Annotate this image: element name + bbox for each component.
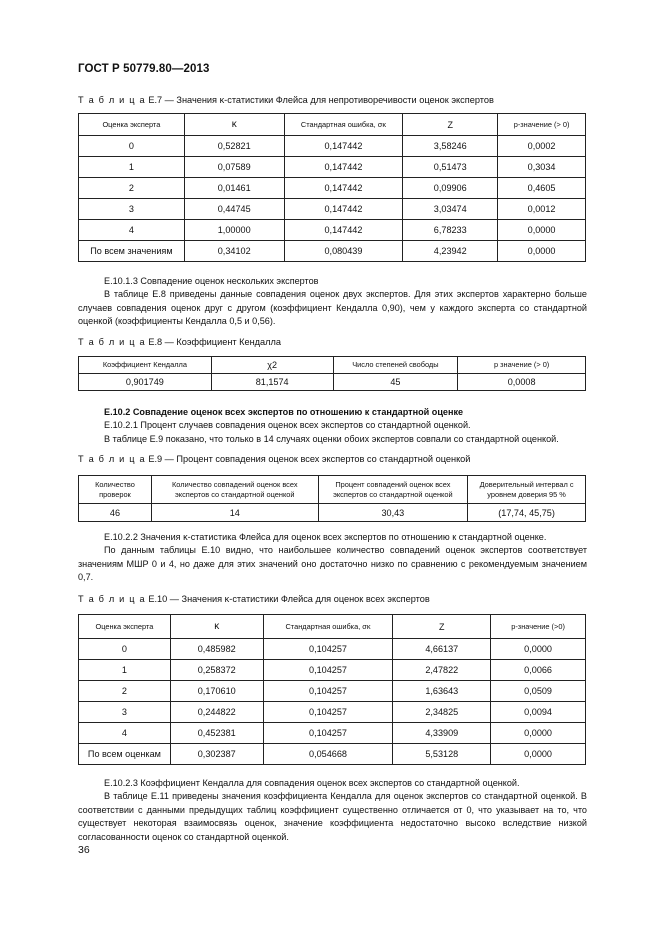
table-header-cell: χ2 xyxy=(211,357,333,374)
table-row xyxy=(79,504,586,522)
table-cell: 0,0002 xyxy=(498,136,586,157)
table-cell: 0,3034 xyxy=(498,157,586,178)
table-cell: 0,0000 xyxy=(491,639,586,660)
table-header-cell: Процент совпадений оценок всех экспертов со стандартной оценкой xyxy=(318,476,468,504)
table-cell: 0,901749 xyxy=(79,374,212,391)
table-cell: 0,51473 xyxy=(403,157,498,178)
table-cell: 0,147442 xyxy=(284,178,403,199)
table-cell: По всем значениям xyxy=(79,241,185,262)
caption-prefix: Т а б л и ц а xyxy=(78,95,146,105)
table-row xyxy=(79,157,586,178)
table-header-cell: Z xyxy=(403,114,498,136)
table-row xyxy=(79,660,586,681)
paragraph: Е.10.2.2 Значения κ-статистика Флейса для оценок всех экспертов по отношению к стандартной оценке. xyxy=(104,532,547,542)
table-cell: 0,0509 xyxy=(491,681,586,702)
table-cell: По всем оценкам xyxy=(79,744,171,765)
table-cell: 0,104257 xyxy=(263,723,393,744)
table-cell: 3,03474 xyxy=(403,199,498,220)
page-number: 36 xyxy=(78,844,90,856)
table-cell: 0 xyxy=(79,136,185,157)
table-row xyxy=(79,178,586,199)
table-cell: 6,78233 xyxy=(403,220,498,241)
table-e9-caption xyxy=(78,454,470,464)
table-cell: 0,0000 xyxy=(498,220,586,241)
table-cell: 4 xyxy=(79,220,185,241)
caption-prefix: Т а б л и ц а xyxy=(78,337,146,347)
table-cell: 0,452381 xyxy=(170,723,263,744)
table-row xyxy=(79,220,586,241)
table-e8 xyxy=(78,356,586,391)
table-cell: 0,44745 xyxy=(184,199,284,220)
table-cell: 0,0000 xyxy=(491,744,586,765)
table-row xyxy=(79,744,586,765)
table-cell: 45 xyxy=(333,374,458,391)
table-cell: 0,147442 xyxy=(284,136,403,157)
table-header-cell: Количество проверок xyxy=(79,476,152,504)
table-row xyxy=(79,702,586,723)
table-cell: 0,302387 xyxy=(170,744,263,765)
table-cell: 0,258372 xyxy=(170,660,263,681)
table-header-cell: Доверительный интервал с уровнем доверия 95 % xyxy=(468,476,586,504)
table-cell: 3 xyxy=(79,702,171,723)
table-cell: 0,485982 xyxy=(170,639,263,660)
table-cell: 0,147442 xyxy=(284,199,403,220)
table-header-cell: p значение (> 0) xyxy=(458,357,586,374)
table-header-cell: Стандартная ошибка, σκ xyxy=(284,114,403,136)
table-cell: 2 xyxy=(79,178,185,199)
paragraph: В таблице Е.8 приведены данные совпадения оценок двух экспертов. Для этих экспертов характерно больше случаев совпадения оценок друг с другом (коэффициент Кендалла 0,90), чем у каждого эксперта со стандартной оценкой (коэффициенты Кендалла 0,5 и 0,56). xyxy=(78,289,587,327)
table-header-cell: κ xyxy=(170,615,263,639)
table-cell: 3 xyxy=(79,199,185,220)
table-cell: 0,104257 xyxy=(263,681,393,702)
section-e102 xyxy=(78,406,587,446)
table-header-cell: Оценка эксперта xyxy=(79,615,171,639)
table-row xyxy=(79,199,586,220)
table-cell: 0,104257 xyxy=(263,660,393,681)
table-cell: 1 xyxy=(79,157,185,178)
table-e9 xyxy=(78,475,586,522)
table-row xyxy=(79,374,586,391)
table-header-cell: Стандартная ошибка, σκ xyxy=(263,615,393,639)
table-cell: 0,52821 xyxy=(184,136,284,157)
table-cell: 2,34825 xyxy=(393,702,491,723)
table-row xyxy=(79,681,586,702)
section-heading: Е.10.1.3 Совпадение оценок нескольких экспертов xyxy=(104,276,319,286)
table-cell: 3,58246 xyxy=(403,136,498,157)
table-cell: 0,104257 xyxy=(263,639,393,660)
paragraph: По данным таблицы Е.10 видно, что наибольшее количество совпадений оценок экспертов соответствует значениям МШР 0 и 4, но даже для этих значений оно достаточно низко по сравнению с рекомендуемым значением 0,7. xyxy=(78,545,587,583)
table-cell: 0,07589 xyxy=(184,157,284,178)
table-cell: 4,66137 xyxy=(393,639,491,660)
table-cell: 0,0066 xyxy=(491,660,586,681)
table-cell: 0,0000 xyxy=(491,723,586,744)
table-cell: 0,104257 xyxy=(263,702,393,723)
table-cell: 0,0012 xyxy=(498,199,586,220)
table-cell: 0,244822 xyxy=(170,702,263,723)
paragraph: В таблице Е.9 показано, что только в 14 случаях оценки обоих экспертов совпали со стандартной оценкой. xyxy=(104,433,559,444)
table-cell: 4,33909 xyxy=(393,723,491,744)
table-row xyxy=(79,639,586,660)
document-header: ГОСТ Р 50779.80—2013 xyxy=(78,63,210,75)
table-cell: 0,147442 xyxy=(284,220,403,241)
caption-prefix: Т а б л и ц а xyxy=(78,594,146,604)
table-header-cell: p-значение (>0) xyxy=(491,615,586,639)
caption-text: Е.9 — Процент совпадения оценок всех экспертов со стандартной оценкой xyxy=(148,454,471,464)
table-cell: 0 xyxy=(79,639,171,660)
table-row xyxy=(79,723,586,744)
table-cell: 0,4605 xyxy=(498,178,586,199)
table-cell: 1,63643 xyxy=(393,681,491,702)
table-cell: 0,0094 xyxy=(491,702,586,723)
table-cell: 0,054668 xyxy=(263,744,393,765)
table-cell: 2,47822 xyxy=(393,660,491,681)
caption-text: Е.8 — Коэффициент Кендалла xyxy=(148,337,281,347)
table-cell: 0,09906 xyxy=(403,178,498,199)
caption-prefix: Т а б л и ц а xyxy=(78,454,146,464)
table-header-cell: Число степеней свободы xyxy=(333,357,458,374)
table-header-cell: Коэффициент Кендалла xyxy=(79,357,212,374)
table-header-cell: Количество совпадений оценок всех экспертов со стандартной оценкой xyxy=(151,476,318,504)
table-cell: 14 xyxy=(151,504,318,522)
table-cell: 5,53128 xyxy=(393,744,491,765)
table-cell: 0,080439 xyxy=(284,241,403,262)
table-cell: 1,00000 xyxy=(184,220,284,241)
table-cell: 1 xyxy=(79,660,171,681)
table-header-cell: κ xyxy=(184,114,284,136)
table-row xyxy=(79,241,586,262)
table-cell: 46 xyxy=(79,504,152,522)
table-e7 xyxy=(78,113,586,262)
table-e7-caption xyxy=(78,95,494,105)
table-cell: 0,0008 xyxy=(458,374,586,391)
section-e1013 xyxy=(78,275,587,329)
section-e1023 xyxy=(78,777,587,844)
table-cell: 2 xyxy=(79,681,171,702)
table-cell: 0,01461 xyxy=(184,178,284,199)
caption-text: Е.7 — Значения κ-статистики Флейса для непротиворечивости оценок экспертов xyxy=(148,95,494,105)
table-cell: 30,43 xyxy=(318,504,468,522)
table-e8-caption xyxy=(78,337,281,347)
table-cell: 4 xyxy=(79,723,171,744)
table-header-cell: Оценка эксперта xyxy=(79,114,185,136)
table-cell: 81,1574 xyxy=(211,374,333,391)
table-cell: 0,0000 xyxy=(498,241,586,262)
section-heading: Е.10.2 Совпадение оценок всех экспертов по отношению к стандартной оценке xyxy=(104,407,464,417)
table-cell: 0,34102 xyxy=(184,241,284,262)
paragraph: Е.10.2.3 Коэффициент Кендалла для совпадения оценок всех экспертов со стандартной оценкой. xyxy=(104,778,520,788)
table-e10-caption xyxy=(78,594,430,604)
table-row xyxy=(79,136,586,157)
section-e1022 xyxy=(78,531,587,585)
table-e10 xyxy=(78,614,586,765)
table-cell: (17,74, 45,75) xyxy=(468,504,586,522)
table-header-cell: p-значение (> 0) xyxy=(498,114,586,136)
table-cell: 4,23942 xyxy=(403,241,498,262)
caption-text: Е.10 — Значения κ-статистики Флейса для оценок всех экспертов xyxy=(148,594,430,604)
table-cell: 0,170610 xyxy=(170,681,263,702)
table-header-cell: Z xyxy=(393,615,491,639)
table-cell: 0,147442 xyxy=(284,157,403,178)
paragraph: Е.10.2.1 Процент случаев совпадения оценок всех экспертов со стандартной оценкой. xyxy=(104,420,471,431)
paragraph: В таблице Е.11 приведены значения коэффициента Кендалла для оценок экспертов со стандартной оценкой. В соответствии с данными предыдущих таблиц коэффициент существенно отличается от 0, что указывает на то, что существует некоторая взаимосвязь оценок, значение коэффициента недостаточно высоко вследствие низкой согласованности оценок со стандартной оценкой. xyxy=(78,791,587,842)
